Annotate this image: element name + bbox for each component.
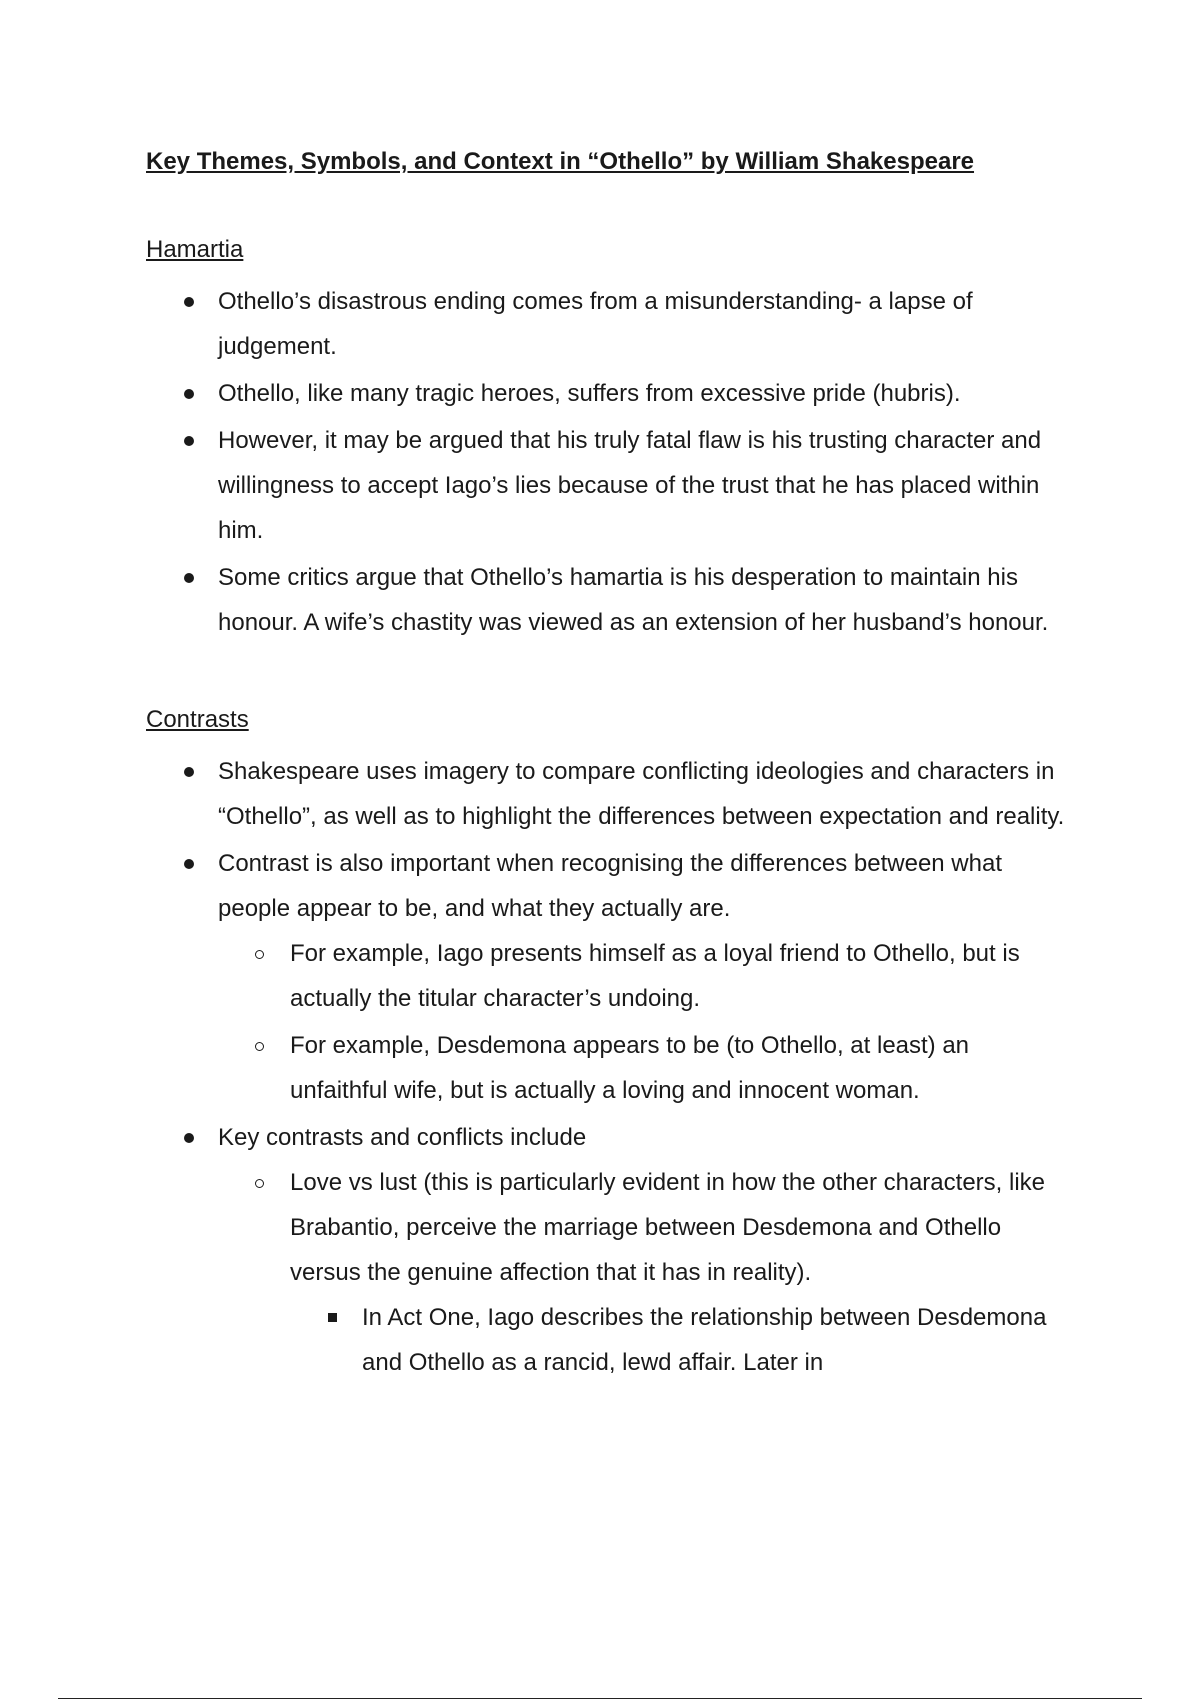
- bullet-icon: [184, 297, 194, 307]
- square-bullet-icon: [328, 1313, 337, 1322]
- list-item: [146, 1115, 1066, 1385]
- list-item: [146, 418, 1066, 553]
- list-item-text: Othello’s disastrous ending comes from a misunderstanding- a lapse of judgement.: [218, 288, 973, 360]
- bullet-icon: [184, 389, 194, 399]
- list-item: [146, 841, 1066, 1113]
- sub-sublist-item: [290, 1295, 1066, 1385]
- bullet-icon: [184, 436, 194, 446]
- list-item: [146, 279, 1066, 369]
- sublist-item: [218, 1023, 1066, 1113]
- page-bottom-divider: [58, 1698, 1142, 1699]
- list-item-text: Key contrasts and conflicts include: [218, 1124, 587, 1151]
- list-item: [146, 555, 1066, 645]
- document-page: [146, 146, 1066, 1387]
- list-item: [146, 371, 1066, 416]
- hollow-bullet-icon: [255, 950, 264, 959]
- document-title: Key Themes, Symbols, and Context in “Othello” by William Shakespeare: [146, 148, 975, 175]
- hamartia-list: [146, 279, 1066, 645]
- sublist-item-text: For example, Desdemona appears to be (to Othello, at least) an unfaithful wife, but is actually a loving and innocent woman.: [290, 1032, 970, 1104]
- list-item-text: Contrast is also important when recognising the differences between what people appear to be, and what they actually are.: [218, 850, 1002, 922]
- section-heading-hamartia: Hamartia: [146, 236, 244, 263]
- hollow-bullet-icon: [255, 1179, 264, 1188]
- sub-sublist-item-text: In Act One, Iago describes the relationship between Desdemona and Othello as a rancid, lewd affair. Later in: [362, 1304, 1047, 1376]
- bullet-icon: [184, 859, 194, 869]
- list-item-text: Othello, like many tragic heroes, suffers from excessive pride (hubris).: [218, 380, 961, 407]
- bullet-icon: [184, 1133, 194, 1143]
- list-item-text: However, it may be argued that his truly fatal flaw is his trusting character and willingness to accept Iago’s lies because of the trust that he has placed within him.: [218, 427, 1042, 544]
- contrasts-list: [146, 749, 1066, 1385]
- bullet-icon: [184, 573, 194, 583]
- sublist-item: [218, 1160, 1066, 1385]
- sublist-item-text: For example, Iago presents himself as a loyal friend to Othello, but is actually the titular character’s undoing.: [290, 940, 1020, 1012]
- list-item: [146, 749, 1066, 839]
- sublist: [218, 1160, 1066, 1385]
- section-heading-contrasts: Contrasts: [146, 706, 249, 733]
- sublist-item: [218, 931, 1066, 1021]
- list-item-text: Some critics argue that Othello’s hamartia is his desperation to maintain his honour. A wife’s chastity was viewed as an extension of her husband’s honour.: [218, 564, 1049, 636]
- hollow-bullet-icon: [255, 1042, 264, 1051]
- sublist-item-text: Love vs lust (this is particularly evident in how the other characters, like Brabantio, perceive the marriage between Desdemona and Othello versus the genuine affection that it has in reality).: [290, 1169, 1046, 1286]
- sublist: [218, 931, 1066, 1113]
- list-item-text: Shakespeare uses imagery to compare conflicting ideologies and characters in “Othello”, as well as to highlight the differences between expectation and reality.: [218, 758, 1065, 830]
- bullet-icon: [184, 767, 194, 777]
- sub-sublist: [290, 1295, 1066, 1385]
